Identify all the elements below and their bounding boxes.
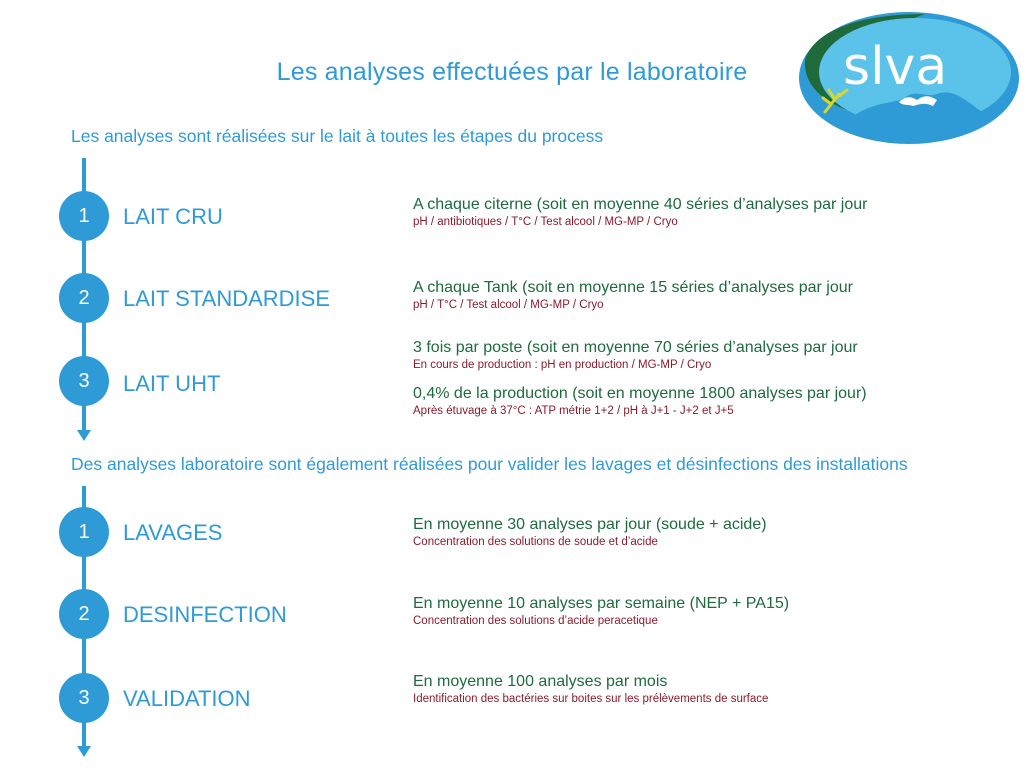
page-title: Les analyses effectuées par le laboratoire <box>276 58 748 86</box>
detail-main: 3 fois par poste (soit en moyenne 70 séries d’analyses par jour <box>413 339 858 356</box>
logo-text: slva <box>843 37 948 97</box>
step-label-desinfection: DESINFECTION <box>123 602 287 627</box>
step-label-lavages: LAVAGES <box>123 520 223 545</box>
step-detail-lait-uht-1 <box>413 338 858 373</box>
step-detail-lait-uht-2 <box>413 384 867 419</box>
step-detail-lait-cru <box>413 195 867 230</box>
slva-logo <box>795 10 1020 150</box>
step-label-validation: VALIDATION <box>123 686 251 711</box>
step-detail-validation <box>413 672 768 707</box>
step-label-lait-cru: LAIT CRU <box>123 204 223 229</box>
section-2-heading: Des analyses laboratoire sont également réalisées pour valider les lavages et désinfections des installations <box>71 454 908 474</box>
detail-sub: Concentration des solutions de soude et d’acide <box>413 536 658 548</box>
detail-main: A chaque citerne (soit en moyenne 40 séries d’analyses par jour <box>413 196 868 213</box>
detail-sub: En cours de production : pH en production / MG-MP / Cryo <box>413 359 712 371</box>
step-circle-validation: 3 <box>59 673 109 723</box>
detail-sub: pH / antibiotiques / T°C / Test alcool / MG-MP / Cryo <box>413 216 678 228</box>
step-detail-desinfection <box>413 594 789 629</box>
step-circle-lait-standardise: 2 <box>59 273 109 323</box>
step-detail-lavages <box>413 515 767 550</box>
step-circle-desinfection: 2 <box>59 589 109 639</box>
detail-main: A chaque Tank (soit en moyenne 15 séries d’analyses par jour <box>413 279 853 296</box>
detail-main: En moyenne 10 analyses par semaine (NEP + PA15) <box>413 595 790 612</box>
detail-sub: Concentration des solutions d’acide peracetique <box>413 615 658 627</box>
section-1-heading: Les analyses sont réalisées sur le lait à toutes les étapes du process <box>71 126 604 146</box>
detail-main: En moyenne 100 analyses par mois <box>413 673 668 690</box>
detail-sub: Après étuvage à 37°C : ATP métrie 1+2 / pH à J+1 - J+2 et J+5 <box>413 405 734 417</box>
step-circle-lavages: 1 <box>59 507 109 557</box>
step-circle-lait-cru: 1 <box>59 191 109 241</box>
detail-main: 0,4% de la production (soit en moyenne 1800 analyses par jour) <box>413 385 867 402</box>
detail-sub: pH / T°C / Test alcool / MG-MP / Cryo <box>413 299 604 311</box>
detail-main: En moyenne 30 analyses par jour (soude + acide) <box>413 516 767 533</box>
section-2-arrowhead <box>77 746 91 757</box>
step-label-lait-uht: LAIT UHT <box>123 371 221 396</box>
step-detail-lait-standardise <box>413 278 853 313</box>
detail-sub: Identification des bactéries sur boites sur les prélèvements de surface <box>413 693 769 705</box>
step-circle-lait-uht: 3 <box>59 356 109 406</box>
step-label-lait-standardise: LAIT STANDARDISE <box>123 286 331 311</box>
section-1-arrowhead <box>77 430 91 441</box>
